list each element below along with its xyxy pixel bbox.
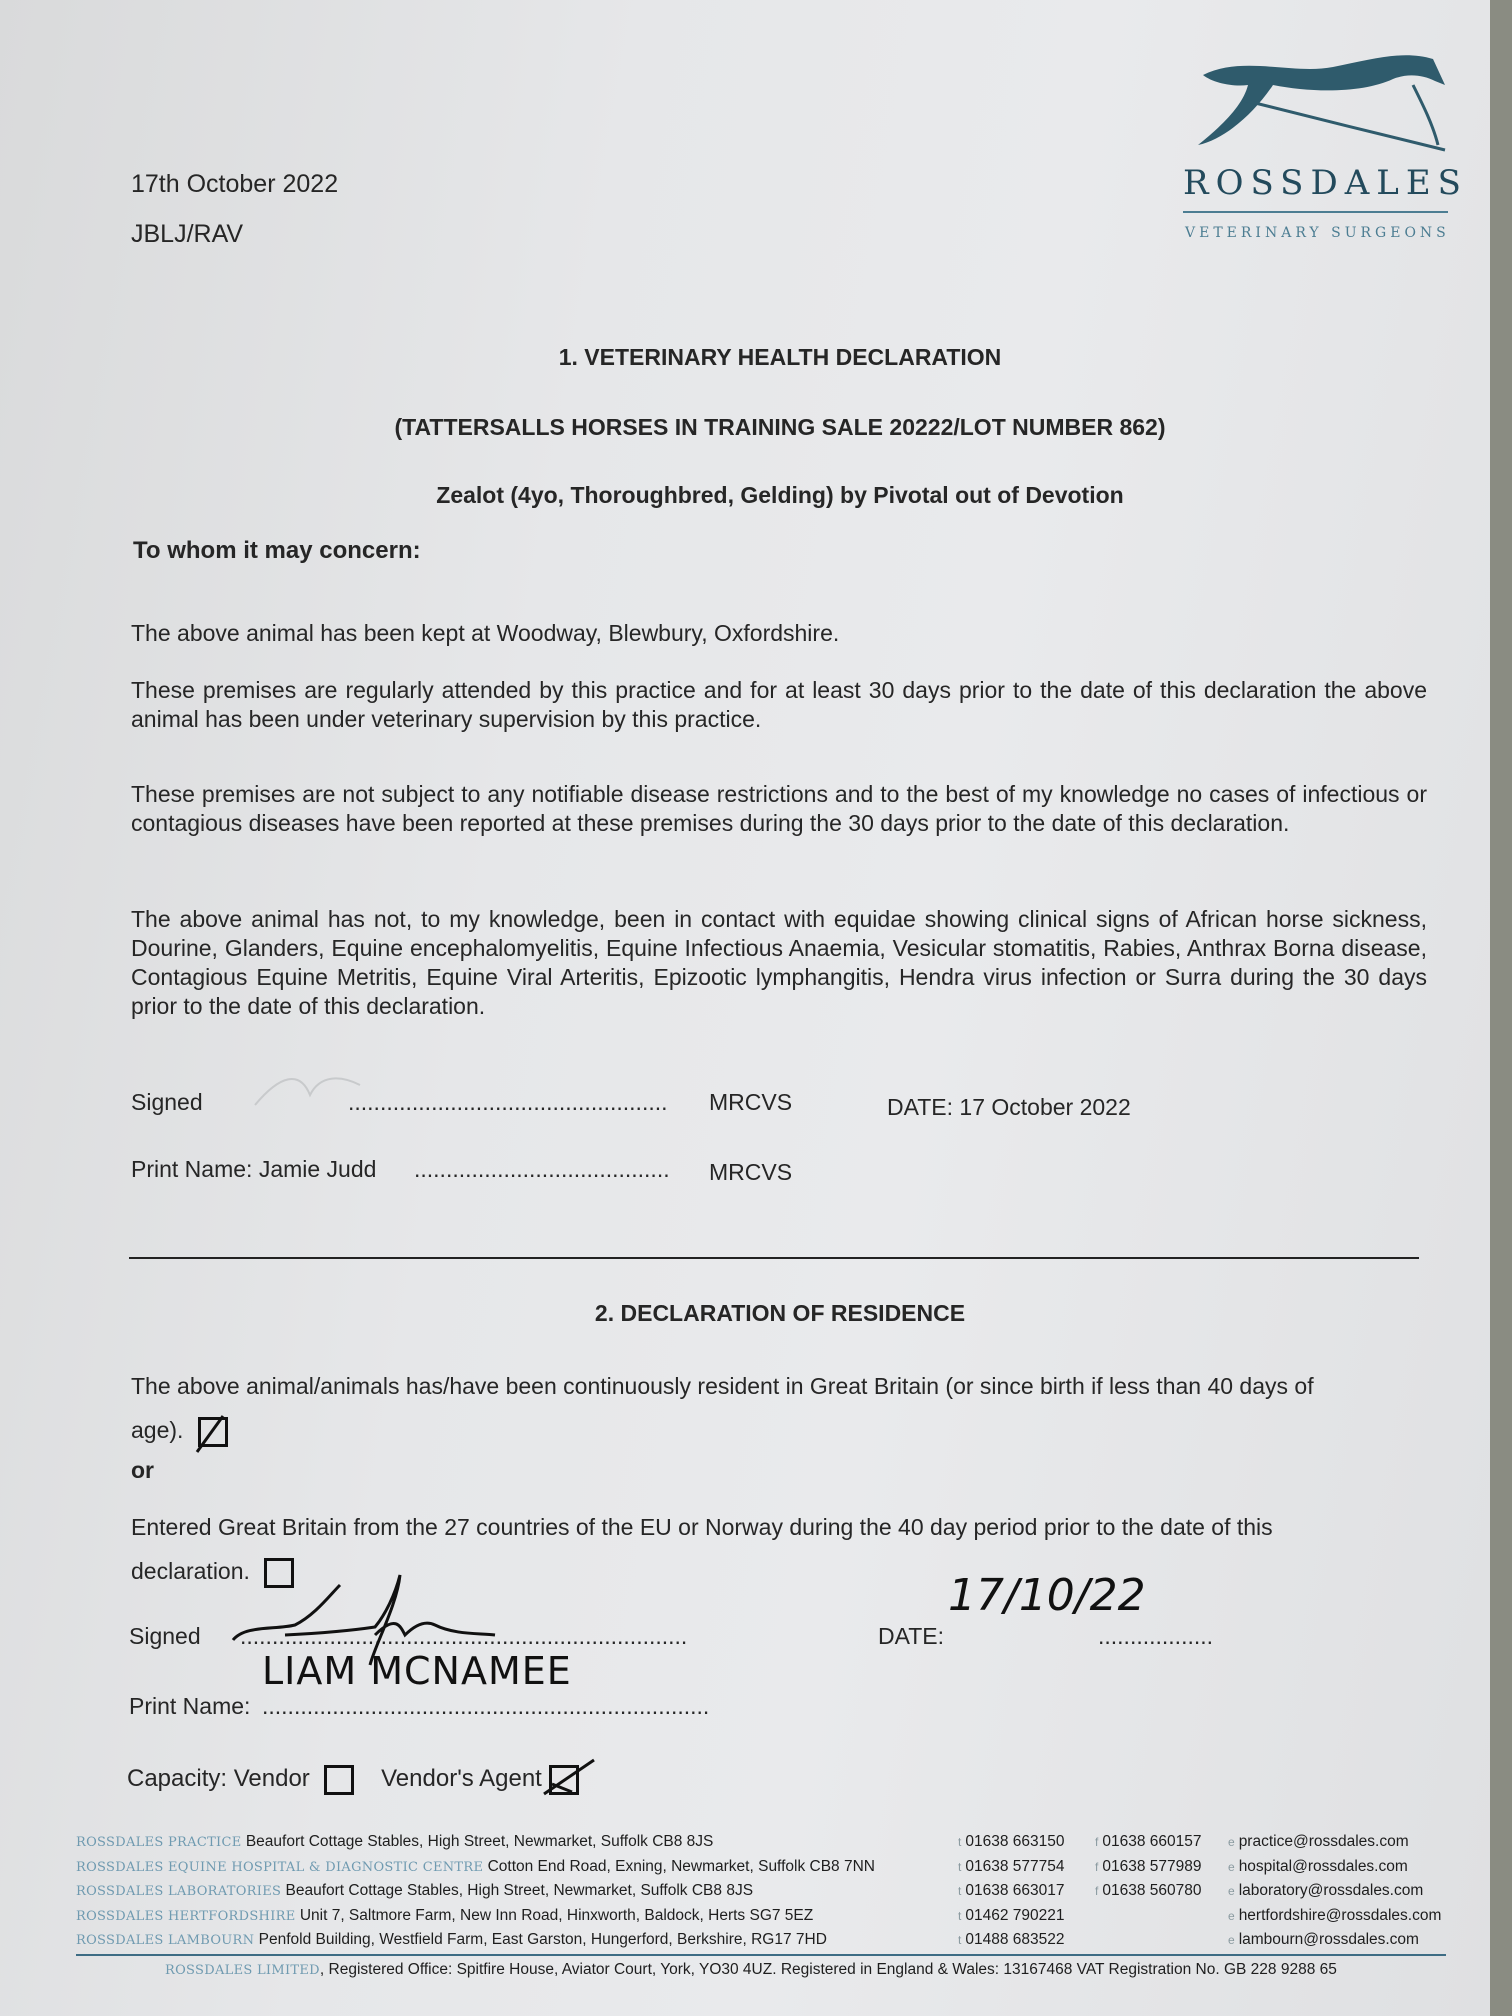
logo-subtitle: VETERINARY SURGEONS [1185,225,1450,241]
footer-tel: 01488 683522 [965,1931,1065,1948]
footer-email[interactable]: hertfordshire@rossdales.com [1238,1906,1442,1924]
logo-name: ROSSDALES [1183,163,1468,203]
residence-option-2-text: Entered Great Britain from the 27 countries of the EU or Norway during the 40 day period prior to the date of this declaration. [131,1514,1273,1584]
capacity-row [127,1764,579,1795]
vendor-date-value: 17/10/22 [948,1570,1146,1621]
footer-fax-column: f 01638 660157 f 01638 577989 f 01638 560780 [1095,1833,1202,1899]
section2-heading: 2. DECLARATION OF RESIDENCE [594,1300,966,1326]
or-label: or [131,1457,154,1483]
capacity-agent-checkbox[interactable] [549,1765,579,1795]
footer-email[interactable]: practice@rossdales.com [1238,1833,1409,1850]
residence-option-1 [131,1364,1351,1452]
vet-print-name: Print Name: Jamie Judd [131,1156,377,1182]
salutation: To whom it may concern: [133,537,421,564]
footer-fax: 01638 577989 [1102,1857,1202,1875]
footer-email[interactable]: lambourn@rossdales.com [1238,1931,1419,1948]
footer-fax: 01638 560780 [1102,1882,1202,1899]
vet-mrcvs-2: MRCVS [709,1159,793,1185]
footer-email[interactable]: hospital@rossdales.com [1238,1857,1408,1875]
footer-tel: 01638 663150 [965,1833,1065,1850]
vendor-print-value: LIAM MCNAMEE [262,1649,572,1693]
vendor-print-line: ...................................................................... [262,1693,710,1719]
vet-mrcvs-1: MRCVS [709,1089,793,1115]
footer-fax: 01638 660157 [1102,1833,1202,1850]
rossdales-logo [1183,45,1468,255]
vendor-print-label: Print Name: [129,1693,251,1719]
reference: JBLJ/RAV [131,220,244,248]
vet-signature-line: .................................................. [348,1089,668,1115]
section-divider [129,1257,1419,1259]
section1-subheading: (TATTERSALLS HORSES IN TRAINING SALE 20222/LOT NUMBER 862) [394,414,1166,440]
footer-email[interactable]: laboratory@rossdales.com [1238,1882,1424,1899]
vet-signed-label: Signed [131,1089,203,1115]
animal-description: Zealot (4yo, Thoroughbred, Gelding) by Pivotal out of Devotion [436,482,1124,508]
check-mark-icon [193,1414,227,1454]
logo-rule [1183,211,1448,213]
footer-tel-column: t 01638 663150 t 01638 577754 t 01638 663017 t 01462 790221 t 01488 683522 [958,1833,1065,1948]
footer-email-column: e practice@rossdales.com e hospital@rossdales.com e laboratory@rossdales.com e hertfordshire@rossdales.com e lambourn@rossdales.com [1228,1833,1442,1948]
paragraph-supervision: These premises are regularly attended by this practice and for at least 30 days prior to the date of this declaration the above animal has been under veterinary supervision by this practice. [131,677,1427,732]
vendor-date-label: DATE: [878,1623,945,1649]
footer-tel: 01638 577754 [965,1857,1065,1875]
footer-office: ROSSDALES HERTFORDSHIRE Unit 7, Saltmore Farm, New Inn Road, Hinxworth, Baldock, Herts SG7 5EZ [76,1906,814,1924]
capacity-agent-label: Vendor's Agent [381,1765,542,1792]
capacity-vendor-checkbox[interactable] [324,1765,354,1795]
section1-heading: 1. VETERINARY HEALTH DECLARATION [558,344,1002,370]
footer-office: ROSSDALES LAMBOURN Penfold Building, Westfield Farm, East Garston, Hungerford, Berkshire, RG17 7HD [76,1931,827,1948]
vendor-signed-label: Signed [129,1623,201,1649]
residence-option-1-text: The above animal/animals has/have been continuously resident in Great Britain (or since birth if less than 40 days of age). [131,1373,1314,1443]
footer-tel: 01638 663017 [965,1882,1065,1899]
vet-print-line: ........................................ [414,1156,670,1182]
vendor-date-line: .................. [1098,1623,1214,1649]
footer-registration: ROSSDALES LIMITED, Registered Office: Spitfire House, Aviator Court, York, YO30 4UZ. Registered in England & Wales: 13167468 VAT Registration No. GB 228 9288 65 [165,1961,1337,1978]
horse-logo-icon [1183,45,1453,155]
paragraph-restrictions: These premises are not subject to any notifiable disease restrictions and to the best of my knowledge no cases of infectious or contagious diseases have been reported at these premises during the 30 days prior to the date of this declaration. [131,781,1427,836]
residence-option-1-checkbox[interactable] [198,1417,228,1447]
footer-office: ROSSDALES LABORATORIES Beaufort Cottage Stables, High Street, Newmarket, Suffolk CB8 8JS [76,1882,754,1899]
vet-date: DATE: 17 October 2022 [887,1094,1131,1120]
footer-tel: 01462 790221 [965,1906,1065,1924]
footer-addresses [76,1830,875,1953]
footer-office: ROSSDALES EQUINE HOSPITAL & DIAGNOSTIC CENTRE Cotton End Road, Exning, Newmarket, Suffolk CB8 7NN [76,1857,875,1875]
footer-office: ROSSDALES PRACTICE Beaufort Cottage Stables, High Street, Newmarket, Suffolk CB8 8JS [76,1833,714,1850]
paragraph-premises: The above animal has been kept at Woodway, Blewbury, Oxfordshire. [131,620,840,646]
paragraph-diseases: The above animal has not, to my knowledge, been in contact with equidae showing clinical signs of African horse sickness, Dourine, Glanders, Equine encephalomyelitis, Equine Infectious Anaemia, Vesicular stomatitis, Rabies, Anthrax Borna disease, Contagious Equine Metritis, Equine Viral Arteritis, Epizootic lymphangitis, Hendra virus infection or Surra during the 30 days prior to the date of this declaration. [131,906,1427,1019]
letter-date: 17th October 2022 [131,170,339,198]
footer-rule [76,1954,1446,1956]
check-mark-icon [532,1754,602,1804]
vendor-signature-line: ...................................................................... [240,1623,688,1649]
capacity-vendor-label: Capacity: Vendor [127,1765,310,1792]
